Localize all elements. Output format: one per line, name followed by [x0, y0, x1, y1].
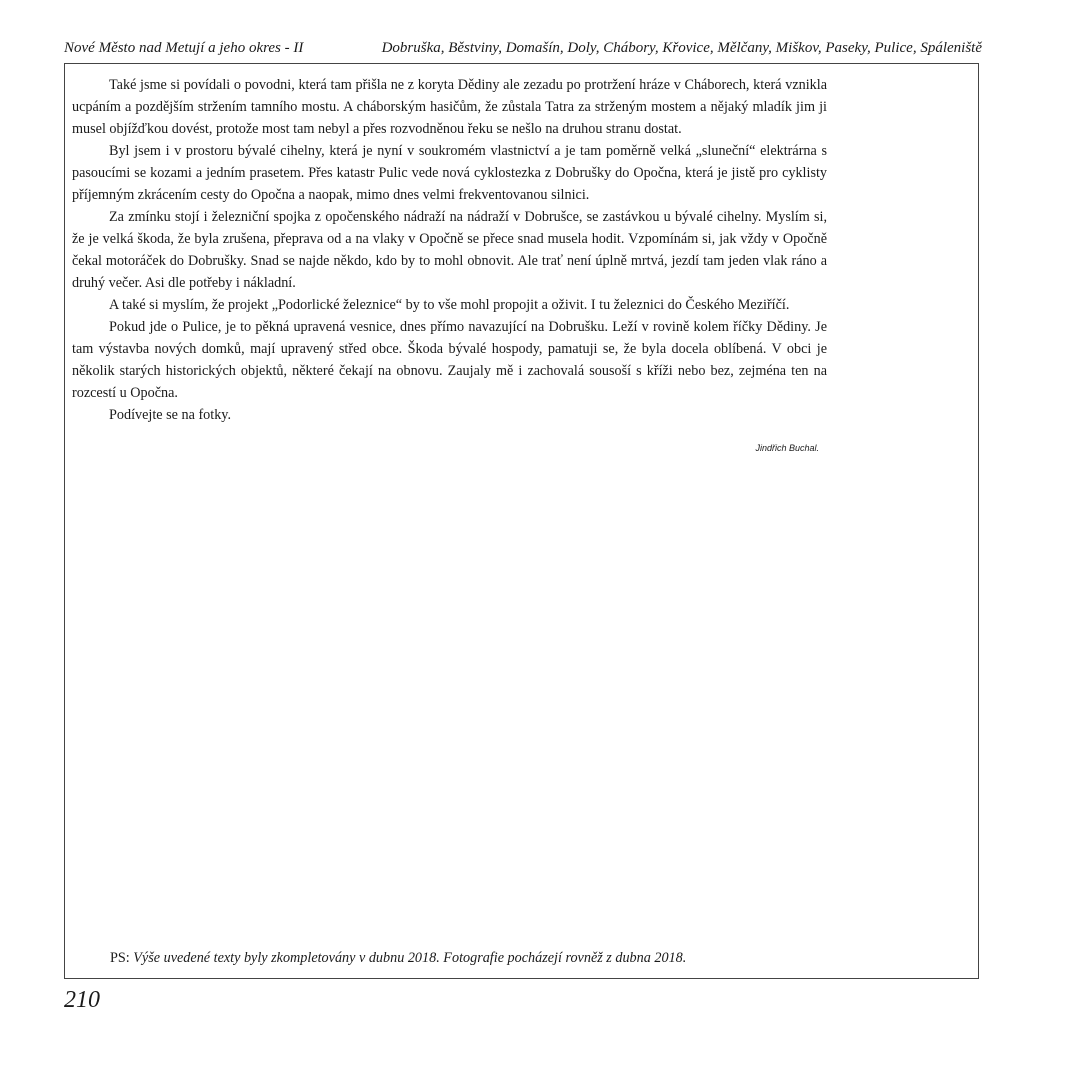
- running-header: [64, 38, 982, 60]
- paragraph-railway-link: Za zmínku stojí i železniční spojka z opočenského nádraží na nádraží v Dobrušce, se zastávkou u bývalé cihelny. Myslím si, že je velká škoda, že byla zrušena, přeprava od a na vlaky v Opočně se přece snad musela hodit. Vzpomínám si, jak vždy v Opočně čekal motoráček do Dobrušky. Snad se najde někdo, kdo by to mohl obnovit. Ale trať není úplně mrtvá, jezdí tam jeden vlak ráno a druhý večer. Asi dle potřeby i nákladní.: [72, 209, 827, 291]
- author-signature: Jindřich Buchal.: [755, 443, 819, 453]
- ps-note: [110, 948, 686, 968]
- article-body: [72, 74, 827, 426]
- paragraph-photos: Podívejte se na fotky.: [109, 407, 232, 423]
- paragraph-pulice-village: Pokud jde o Pulice, je to pěkná upravená vesnice, dnes přímo navazující na Dobrušku. Leží v rovině kolem říčky Dědiny. Je tam výstavba nových domků, mají upravený střed obce. Škoda bývalé hospody, pamatuji se, že byla docela oblíbená. V obci je několik starých historických objektů, některé čekají na obnovu. Zaujaly mě i zachovalá sousoší s kříži nebo bez, zejména ten na rozcestí u Opočna.: [72, 319, 827, 401]
- ps-prefix: PS:: [110, 950, 130, 966]
- page-number: 210: [64, 987, 100, 1013]
- paragraph-podorlicka-railway: A také si myslím, že projekt „Podorlické železnice“ by to vše mohl propojit a oživit. I tu železnici do Českého Meziříčí.: [109, 297, 790, 313]
- paragraph-flood: Také jsme si povídali o povodni, která tam přišla ne z koryta Dědiny ale zezadu po protržení hráze v Cháborech, která vznikla ucpáním a pozdějším stržením tamního mostu. A cháborským hasičům, že zůstala Tatra za strženým mostem a nějaký mladík jim ji musel objížďkou dovést, protože most tam nebyl a přes rozvodněnou řeku se nešlo na druhou stranu dostat.: [72, 77, 827, 137]
- paragraph-brickworks: Byl jsem i v prostoru bývalé cihelny, která je nyní v soukromém vlastnictví a je tam poměrně velká „sluneční“ elektrárna s pasoucími se kozami a jedním prasetem. Přes katastr Pulic vede nová cyklostezka z Dobrušky do Opočna, která je jistě pro cyklisty příjemným zkrácením cesty do Opočna a naopak, mimo dnes velmi frekventovanou silnici.: [72, 143, 827, 203]
- running-header-chapter-places: Dobruška, Běstviny, Domašín, Doly, Chábory, Křovice, Mělčany, Miškov, Paseky, Pulice, Spáleniště: [381, 40, 982, 56]
- ps-text: Výše uvedené texty byly zkompletovány v dubnu 2018. Fotografie pocházejí rovněž z dubna 2018.: [133, 950, 687, 966]
- running-header-book-title: Nové Město nad Metují a jeho okres - II: [64, 40, 304, 56]
